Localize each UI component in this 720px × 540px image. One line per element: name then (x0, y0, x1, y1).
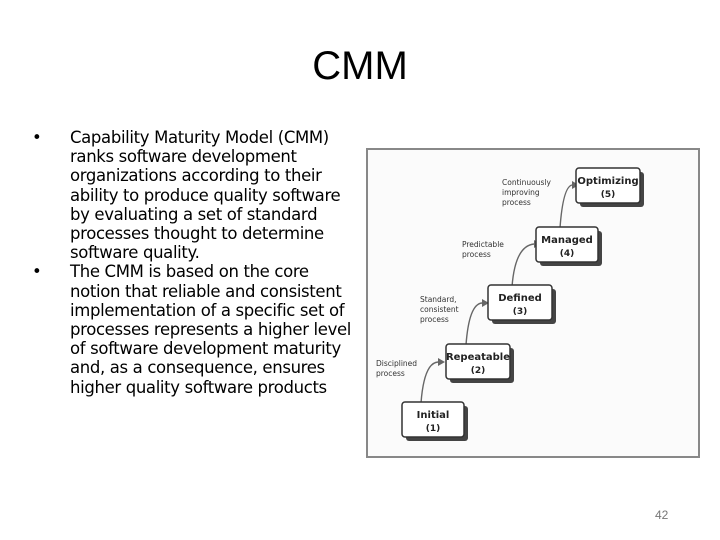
level-name: Initial (416, 410, 450, 421)
level-box-2 (446, 344, 514, 383)
level-name: Managed (541, 235, 593, 246)
bullet-marker: • (32, 262, 42, 282)
level-number: (3) (512, 307, 528, 317)
transition-label: Continuously (502, 178, 551, 187)
level-name: Optimizing (577, 176, 639, 187)
transition-label: Disciplined (376, 359, 418, 368)
transition-label: process (420, 315, 449, 324)
level-number: (5) (600, 190, 616, 200)
level-box-4 (536, 227, 602, 266)
level-box-3 (488, 285, 556, 324)
slide-title: CMM (312, 44, 408, 88)
level-name: Repeatable (445, 352, 511, 363)
transition-label: process (462, 250, 491, 259)
transition-label: improving (502, 188, 540, 197)
level-name: Defined (498, 293, 542, 304)
bullet-marker: • (32, 128, 42, 147)
bullet-item (32, 262, 354, 396)
bullet-text: Capability Maturity Model (CMM) ranks software development organizations according to their ability to produce quality software by evaluating a set of standard processes thought to determine software quality. (70, 128, 341, 263)
transition-label: process (376, 369, 405, 378)
transition-label: Standard, (420, 295, 457, 304)
transition-label: Predictable (462, 240, 504, 249)
level-box-1 (402, 402, 468, 441)
transition-label: process (502, 198, 531, 207)
level-box-5 (576, 168, 644, 207)
page-number: 42 (655, 508, 669, 522)
level-number: (2) (470, 366, 486, 376)
level-number: (1) (425, 424, 441, 434)
level-number: (4) (559, 249, 575, 259)
bullet-item (32, 128, 354, 262)
cmm-staircase-diagram (366, 148, 700, 458)
bullet-list (32, 128, 354, 397)
transition-label: consistent (420, 305, 459, 314)
bullet-text: The CMM is based on the core notion that reliable and consistent implementation of a specific set of processes represents a higher level of software development maturity and, as a consequence, ensures higher quality software products (70, 262, 352, 397)
